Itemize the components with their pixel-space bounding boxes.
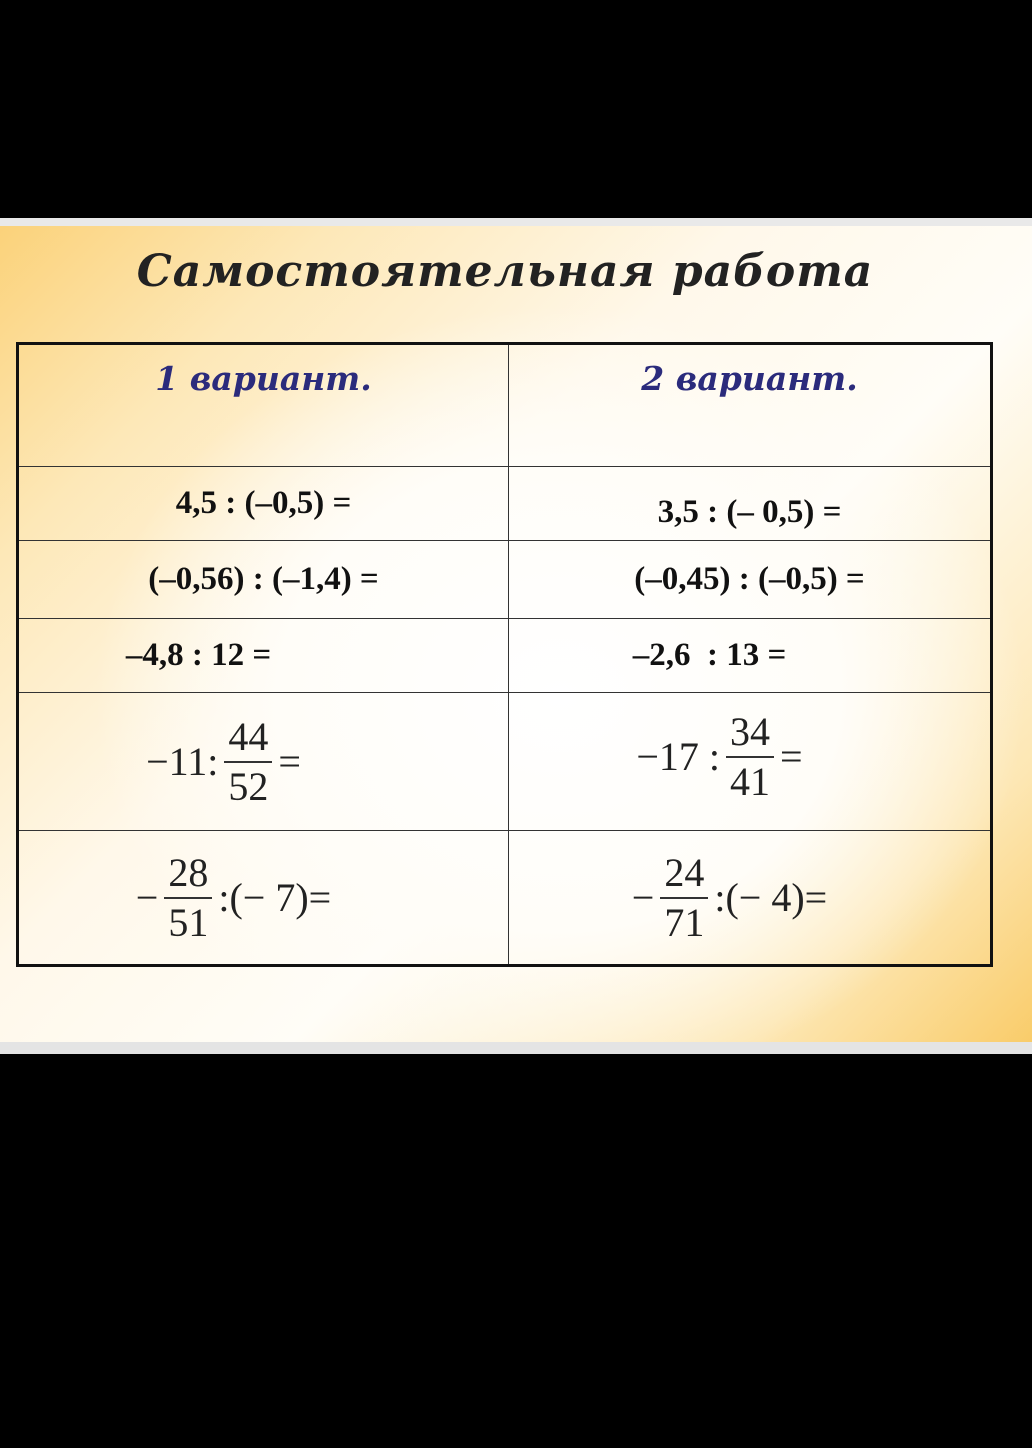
expression-suffix: = — [780, 734, 803, 779]
fraction-expression — [630, 849, 829, 945]
slide-top-border — [0, 218, 1032, 226]
task-cell — [509, 693, 992, 831]
denominator: 41 — [730, 758, 771, 804]
fraction-bar — [660, 897, 708, 899]
variant-2-header: 2 вариант. — [509, 344, 992, 467]
task-cell — [18, 693, 509, 831]
task-expression: (–0,45) : (–0,5) = — [634, 561, 865, 597]
expression-suffix: = — [278, 739, 301, 784]
task-cell — [509, 541, 992, 619]
task-cell — [509, 831, 992, 966]
table-row — [18, 831, 992, 966]
numerator: 24 — [664, 849, 705, 895]
slide-bottom-border — [0, 1042, 1032, 1054]
task-cell — [509, 467, 992, 541]
slide-background — [0, 226, 1032, 1042]
expression-prefix: −11: — [146, 739, 219, 784]
table-row — [18, 467, 992, 541]
expression-prefix: − — [135, 875, 159, 920]
task-expression: 3,5 : (– 0,5) = — [657, 494, 842, 530]
numerator: 34 — [730, 708, 771, 754]
variant-1-header: 1 вариант. — [18, 344, 509, 467]
numerator: 28 — [168, 849, 209, 895]
task-expression: (–0,56) : (–1,4) = — [148, 561, 379, 597]
expression-suffix: :(− 7)= — [218, 875, 332, 920]
task-cell — [18, 541, 509, 619]
fraction — [660, 849, 708, 945]
exercise-table — [16, 342, 993, 967]
table-header-row — [18, 344, 992, 467]
table-row — [18, 693, 992, 831]
task-expression: –2,6 : 13 = — [632, 637, 787, 673]
fraction — [164, 849, 212, 945]
task-cell — [509, 619, 992, 693]
slide — [0, 218, 1032, 1054]
denominator: 71 — [664, 899, 705, 945]
fraction — [726, 708, 774, 804]
table-row — [18, 619, 992, 693]
task-cell — [18, 831, 509, 966]
fraction — [224, 713, 272, 809]
task-cell — [18, 467, 509, 541]
task-cell — [18, 619, 509, 693]
task-expression: 4,5 : (–0,5) = — [175, 485, 352, 521]
page-title: Самостоятельная работа — [136, 246, 874, 297]
denominator: 52 — [228, 763, 269, 809]
fraction-bar — [726, 756, 774, 758]
fraction-bar — [224, 761, 272, 763]
fraction-expression — [134, 849, 333, 945]
expression-prefix: − — [631, 875, 655, 920]
fraction-bar — [164, 897, 212, 899]
fraction-expression — [144, 713, 303, 809]
numerator: 44 — [228, 713, 269, 759]
task-expression: –4,8 : 12 = — [125, 637, 272, 673]
fraction-expression — [634, 708, 804, 804]
table-row — [18, 541, 992, 619]
expression-suffix: :(− 4)= — [714, 875, 828, 920]
denominator: 51 — [168, 899, 209, 945]
expression-prefix: −17 : — [636, 734, 721, 779]
